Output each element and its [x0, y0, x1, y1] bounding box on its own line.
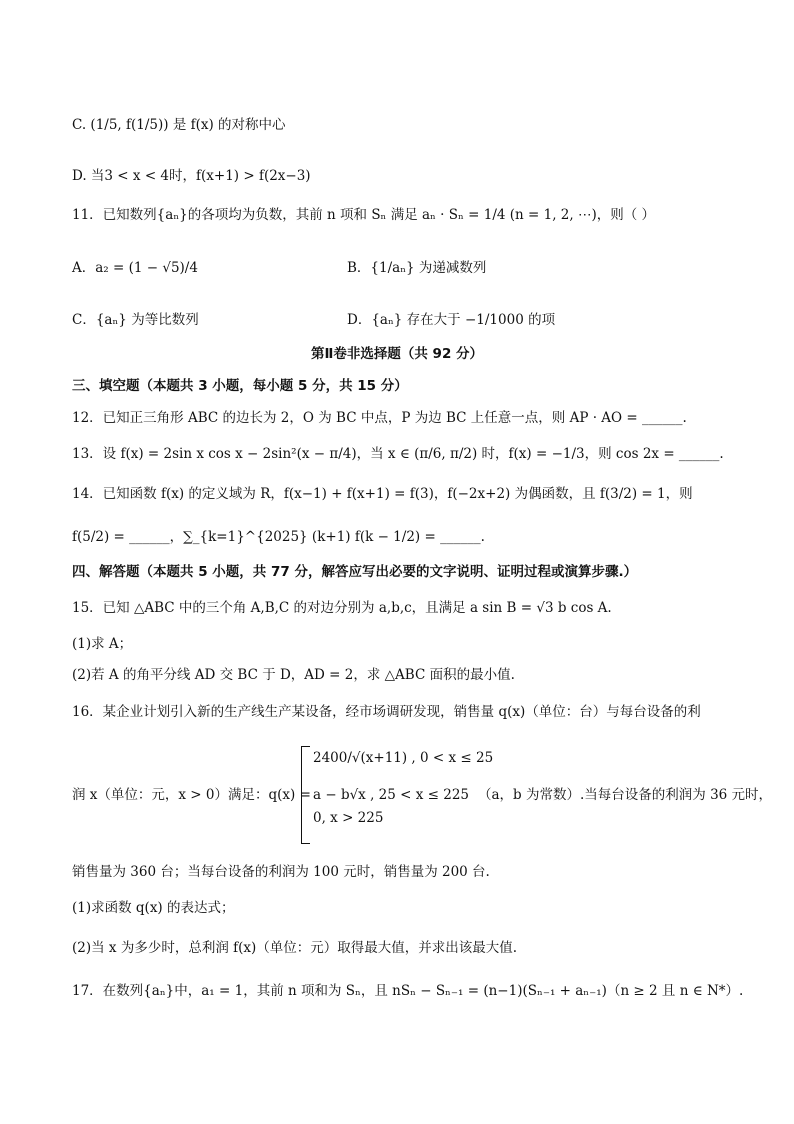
- question-16-function-trail: （a，b 为常数）.当每台设备的利润为 36 元时，: [478, 787, 773, 803]
- option-a-q11: A．a₂ = (1 − √5)/4: [72, 260, 198, 276]
- question-13: 13．设 f(x) = 2sin x cos x − 2sin²(x − π/4)，当 x ∈ (π/6, π/2) 时，f(x) = −1/3，则 cos 2x = ______.: [72, 446, 724, 462]
- piecewise-case-3: 0, x > 225: [313, 810, 384, 826]
- option-b-q11: B．{1/aₙ} 为递减数列: [347, 260, 487, 276]
- question-11-stem: 11．已知数列{aₙ}的各项均为负数，其前 n 项和 Sₙ 满足 aₙ · Sₙ = 1/4 (n = 1, 2, ⋯)，则（ ）: [72, 207, 656, 223]
- section-3-title: 三、填空题（本题共 3 小题，每小题 5 分，共 15 分）: [72, 378, 408, 394]
- question-14-line-1: 14．已知函数 f(x) 的定义域为 R，f(x−1) + f(x+1) = f(3)，f(−2x+2) 为偶函数，且 f(3/2) = 1，则: [72, 486, 693, 502]
- piecewise-case-2: a − b√x , 25 < x ≤ 225: [313, 787, 470, 803]
- question-16-part-1: (1)求函数 q(x) 的表达式；: [72, 900, 235, 916]
- question-12: 12．已知正三角形 ABC 的边长为 2，O 为 BC 中点，P 为边 BC 上任意一点，则 AP · AO = ______.: [72, 410, 687, 426]
- question-16-line-1: 16．某企业计划引入新的生产线生产某设备，经市场调研发现，销售量 q(x)（单位：台）与每台设备的利: [72, 704, 701, 720]
- question-15-part-2: (2)若 A 的角平分线 AD 交 BC 于 D，AD = 2，求 △ABC 面积的最小值.: [72, 667, 515, 683]
- question-16-function-lead: 润 x（单位：元，x > 0）满足：q(x) =: [72, 787, 311, 803]
- question-16-part-2: (2)当 x 为多少时，总利润 f(x)（单位：元）取得最大值，并求出该最大值.: [72, 940, 518, 956]
- part-2-title: 第Ⅱ卷非选择题（共 92 分）: [310, 346, 484, 362]
- question-17: 17．在数列{aₙ}中，a₁ = 1，其前 n 项和为 Sₙ，且 nSₙ − Sₙ₋₁ = (n−1)(Sₙ₋₁ + aₙ₋₁)（n ≥ 2 且 n ∈ N*）.: [72, 983, 744, 999]
- piecewise-brace: [301, 746, 310, 844]
- question-15-stem: 15．已知 △ABC 中的三个角 A,B,C 的对边分别为 a,b,c，且满足 a sin B = √3 b cos A.: [72, 600, 612, 616]
- option-c-q10: C. (1/5, f(1/5)) 是 f(x) 的对称中心: [72, 117, 286, 133]
- option-d-q11: D．{aₙ} 存在大于 −1/1000 的项: [347, 312, 556, 328]
- piecewise-case-1: 2400/√(x+11) , 0 < x ≤ 25: [313, 750, 494, 766]
- question-15-part-1: (1)求 A；: [72, 636, 133, 652]
- question-14-line-2: f(5/2) = ______，∑_{k=1}^{2025} (k+1) f(k − 1/2) = ______.: [72, 529, 485, 545]
- question-16-line-3: 销售量为 360 台；当每台设备的利润为 100 元时，销售量为 200 台.: [72, 864, 490, 880]
- section-4-title: 四、解答题（本题共 5 小题，共 77 分，解答应写出必要的文字说明、证明过程或演算步骤.）: [72, 564, 638, 580]
- option-c-q11: C．{aₙ} 为等比数列: [72, 312, 199, 328]
- option-d-q10: D. 当3 < x < 4时，f(x+1) > f(2x−3): [72, 168, 311, 184]
